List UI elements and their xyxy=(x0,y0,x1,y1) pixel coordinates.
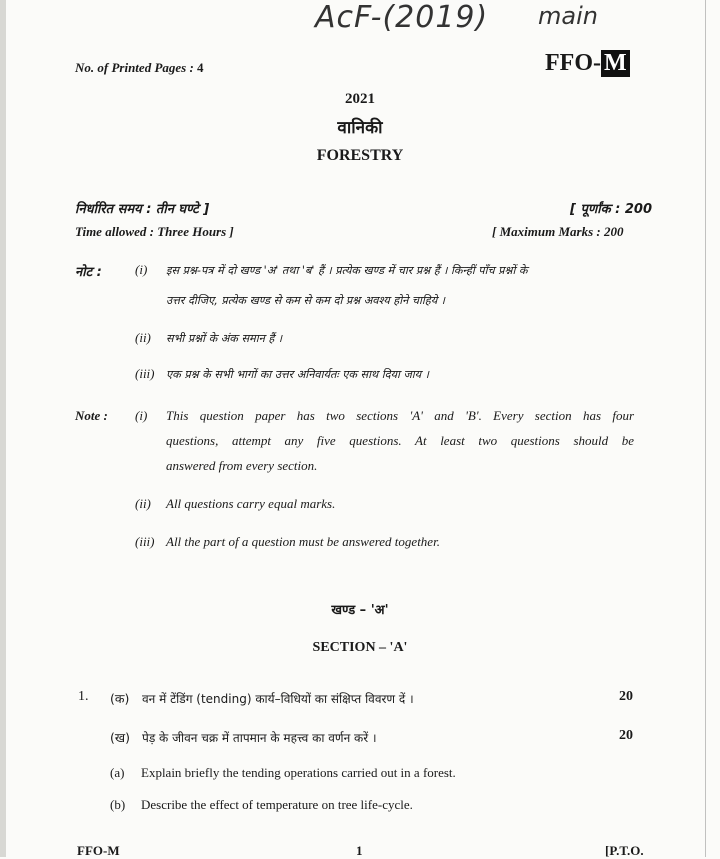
section-heading-hindi: खण्ड – 'अ' xyxy=(331,603,389,618)
note-hindi-1-line2: उत्तर दीजिए, प्रत्येक खण्ड से कम से कम दो प्रश्न अवश्य होने चाहिये । xyxy=(166,294,446,307)
question-part-text: Describe the effect of temperature on tree life-cycle. xyxy=(141,797,413,812)
question-part-text: पेड़ के जीवन चक्र में तापमान के महत्त्व का वर्णन करें । xyxy=(142,731,377,745)
question-part-text: वन में टेंडिंग (tending) कार्य–विधियों का संक्षिप्त विवरण दें । xyxy=(142,692,414,706)
handwritten-note: main xyxy=(538,2,598,30)
paper-code-prefix: FFO- xyxy=(545,50,601,76)
subject-english: FORESTRY xyxy=(316,147,404,164)
note-hindi-label: नोट : xyxy=(75,265,102,280)
note-hindi-3-line1: एक प्रश्न के सभी भागों का उत्तर अनिवार्यतः एक साथ दिया जाय । xyxy=(166,368,429,381)
paper-code-suffix: M xyxy=(601,50,630,77)
question-marks: 20 xyxy=(619,689,633,704)
note-english-1-line2: questions, attempt any five questions. At least two questions should be xyxy=(166,433,634,448)
note-english-3-line1: All the part of a question must be answered together. xyxy=(166,534,440,549)
time-english: Time allowed : Three Hours ] xyxy=(75,224,234,239)
question-part-label: (क) xyxy=(110,691,130,706)
question-number: 1. xyxy=(78,689,89,704)
note-hindi-num-1: (i) xyxy=(135,262,148,277)
marks-english: [ Maximum Marks : 200 xyxy=(492,224,624,239)
note-english-num-2: (ii) xyxy=(135,496,151,511)
exam-year: 2021 xyxy=(345,91,375,107)
question-part-label: (b) xyxy=(110,797,126,812)
section-heading-english: SECTION – 'A' xyxy=(312,640,408,655)
question-part-label: (ख) xyxy=(110,730,130,745)
marks-hindi: [ पूर्णांक : 200 xyxy=(570,202,652,217)
note-english-1-line1: This question paper has two sections 'A' and 'B'. Every section has four xyxy=(166,408,634,423)
subject-hindi: वानिकी xyxy=(337,118,383,138)
note-hindi-2-line1: सभी प्रश्नों के अंक समान हैं । xyxy=(166,332,283,345)
note-hindi-1-line1: इस प्रश्न-पत्र में दो खण्ड 'अ' तथा 'ब' हैं । प्रत्येक खण्ड में चार प्रश्न हैं । किन्हीं पाँच प्रश्नों के xyxy=(166,264,528,277)
paper-code xyxy=(545,50,630,77)
note-english-2-line1: All questions carry equal marks. xyxy=(166,496,336,511)
note-hindi-num-2: (ii) xyxy=(135,330,151,345)
printed-pages xyxy=(75,60,204,76)
note-english-label: Note : xyxy=(75,408,108,423)
time-hindi: निर्धारित समय : तीन घण्टे ] xyxy=(75,202,210,217)
note-hindi-num-3: (iii) xyxy=(135,366,155,381)
footer-pto: [P.T.O. xyxy=(605,843,644,858)
question-part-text: Explain briefly the tending operations carried out in a forest. xyxy=(141,765,456,780)
note-english-num-1: (i) xyxy=(135,408,148,423)
printed-pages-value: 4 xyxy=(197,60,204,75)
question-part-label: (a) xyxy=(110,765,125,780)
note-english-num-3: (iii) xyxy=(135,534,155,549)
question-marks: 20 xyxy=(619,728,633,743)
footer-code: FFO-M xyxy=(77,843,120,858)
handwritten-code: AcF-(2019) xyxy=(315,0,489,35)
page-number: 1 xyxy=(356,843,363,858)
printed-pages-label: No. of Printed Pages : xyxy=(75,60,194,75)
note-english-1-line3: answered from every section. xyxy=(166,458,318,473)
